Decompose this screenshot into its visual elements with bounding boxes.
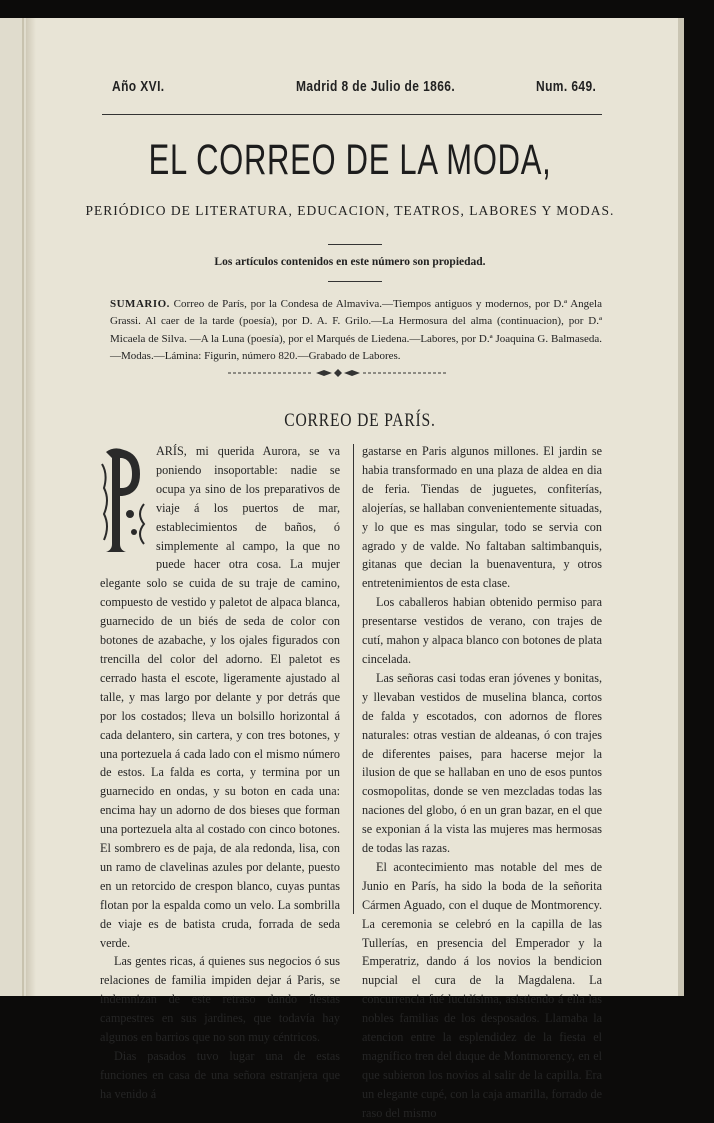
dropcap-p-icon — [100, 444, 150, 556]
summary-text: Correo de París, por la Condesa de Almaviva.—Tiempos antiguos y modernos, por D.ª Angela Grassi. Al caer de la tarde (poesía), por D. A. F. Grilo.—La Hermosura del alma (continuacion), por D.ª Micaela de Silva. —A la Luna (poesía), por el Marqués de Liedena.—Labores, por D.ª Joaquina G. Balmaseda.—Modas.—Lámina: Figurin, número 820.—Grabado de Labores. — [110, 298, 602, 363]
summary-block — [110, 296, 602, 366]
paragraph: Los caballeros habian obtenido permiso para presentarse vestidos de verano, con trajes de cutí, mahon y alpaca blanco con botones de plata cincelada. — [362, 595, 602, 666]
paragraph: ARÍS, mi querida Aurora, se va poniendo insoportable: nadie se ocupa ya sino de los preparativos de viaje á los puertos de mar, establecimientos de baños, ó simplemente al campo, la que no puede hacer otra cosa. La mujer elegante solo se cuida de su traje de camino, compuesto de vestido y paletot de alpaca blanca, guarnecido de un biés de seda de color con botones de azabache, y los ojales figurados con trencilla del color del adorno. El paletot es cerrado hasta el escote, ligeramente ajustado al talle, y mas largo por delante y por detrás que por los costados; lleva un bolsillo horizontal á cada delantero, sin cartera, y con tres botones, y una portezuela á cada lado con el mismo número de estos. La falda es corta, y termina por un guarnecido en ondas, y su boton en cada una: encima hay un adorno de dos bieses que forman una portezuela alta al costado con cinco botones. El sombrero es de paja, de ala redonda, lisa, con un ramo de clavelinas azules por delante, puesto en un retorcido de crespon blanco, cuyas puntas flotan por la espalda como un velo. La sombrilla de viaje es de batista cruda, forrada de seda verde. — [100, 444, 340, 950]
masthead-subtitle: PERIÓDICO DE LITERATURA, EDUCACION, TEATROS, LABORES Y MODAS. — [85, 203, 615, 218]
masthead-title: EL CORREO DE LA MODA, — [148, 136, 552, 184]
article-column-right — [362, 442, 602, 1123]
facing-page-edge — [0, 18, 27, 996]
header-date: Madrid 8 de Julio de 1866. — [296, 78, 456, 95]
page-right-edge — [678, 18, 684, 996]
section-title: CORREO DE PARÍS. — [284, 410, 436, 431]
ornament-divider-icon — [228, 368, 448, 378]
header-rule — [102, 114, 602, 115]
divider-top — [328, 244, 382, 245]
header-year: Año XVI. — [112, 78, 165, 95]
property-note: Los artículos contenidos en este número son propiedad. — [214, 256, 486, 268]
paragraph: Las gentes ricas, á quienes sus negocios ó sus relaciones de familia impiden dejar á Paris, se indemnizan de este retraso dando fiestas campestres en sus jardines, que todavía hay algunos en barrios que no son muy céntricos. — [100, 954, 340, 1045]
paragraph: El acontecimiento mas notable del mes de Junio en París, ha sido la boda de la señorita Cármen Aguado, con el duque de Montmorency. La ceremonia se celebró en la capilla de las Tullerías, en presencia del Emperador y la Emperatriz, dando á los novios la bendicion nupcial el cura de la Magdalena. La concurrencia fué lucidísima, asistiendo á ella las nobles familias de los desposados. Llamaba la atencion entre la esplendidez de la fiesta el magnífico tren del duque de Montmorency, en el que subieron los novios al salir de la capilla. Era un elegante cupé, con la caja amarilla, forrado de raso del mismo — [362, 859, 602, 1120]
column-rule — [353, 444, 354, 914]
paragraph: Las señoras casi todas eran jóvenes y bonitas, y llevaban vestidos de muselina blanca, cortos de falda y escotados, con adornos de flores naturales: otras vestian de aldeanas, ó con trajes de diferentes paises, para hacerse mejor la ilusion de que se hallaban en uno de esos puntos cosmopolitas, donde se ven mezcladas todas las naciones del globo, ó en un gran bazar, en el que se exponian á la vista las mujeres mas hermosas de todas las razas. — [362, 670, 602, 856]
paragraph: gastarse en Paris algunos millones. El jardin se habia transformado en una plaza de aldea en dia de feria. Tiendas de juguetes, confiterías, alojerías, se hallaban convenientemente situadas, y lo que es mas singular, todo se servia con agrado y de valde. No faltaban saltimbanquis, gitanas que decian la buenaventura, y otros entretenimientos de esta clase. — [362, 444, 602, 591]
header-number: Num. 649. — [536, 78, 597, 95]
paragraph: Dias pasados tuvo lugar una de estas funciones en casa de una señora estranjera que ha venido á — [100, 1049, 340, 1101]
divider-bottom — [328, 281, 382, 282]
article-column-left — [100, 442, 340, 1104]
summary-label: SUMARIO. — [110, 298, 170, 310]
